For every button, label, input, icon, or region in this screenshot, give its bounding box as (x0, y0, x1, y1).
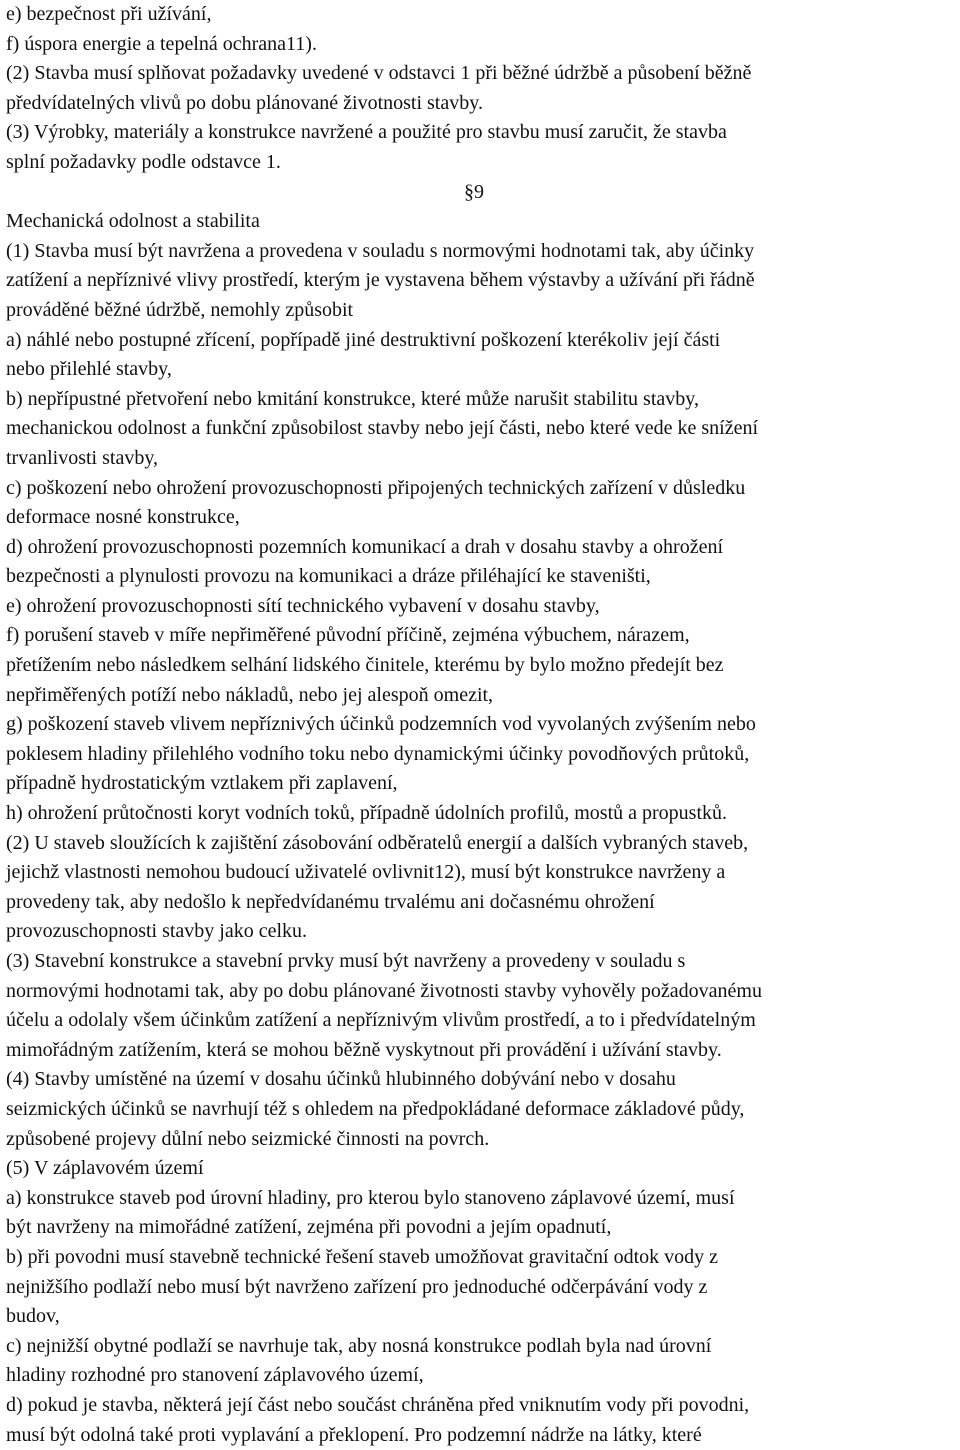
text-line: nepřiměřených potíží nebo nákladů, nebo jej alespoň omezit, (6, 681, 954, 711)
section-heading: Mechanická odolnost a stabilita (6, 207, 954, 237)
text-line: (3) Výrobky, materiály a konstrukce navržené a použité pro stavbu musí zaručit, že stavba (6, 118, 954, 148)
text-line: být navrženy na mimořádné zatížení, zejména při povodni a jejím opadnutí, (6, 1213, 954, 1243)
text-line: trvanlivosti stavby, (6, 444, 954, 474)
text-line: (3) Stavební konstrukce a stavební prvky musí být navrženy a provedeny v souladu s (6, 947, 954, 977)
text-line: mimořádným zatížením, která se mohou běžně vyskytnout při provádění i užívání stavby. (6, 1036, 954, 1066)
text-line: e) ohrožení provozuschopnosti sítí technického vybavení v dosahu stavby, (6, 592, 954, 622)
text-line: bezpečnosti a plynulosti provozu na komunikaci a dráze přiléhající ke staveništi, (6, 562, 954, 592)
text-line: normovými hodnotami tak, aby po dobu plánované životnosti stavby vyhověly požadovanému (6, 977, 954, 1007)
text-line: (2) U staveb sloužících k zajištění zásobování odběratelů energií a dalších vybraných staveb, (6, 829, 954, 859)
text-line: deformace nosné konstrukce, (6, 503, 954, 533)
text-line: mechanickou odolnost a funkční způsobilost stavby nebo její části, nebo které vede ke snížení (6, 414, 954, 444)
section-number: §9 (6, 178, 954, 208)
text-line: b) nepřípustné přetvoření nebo kmitání konstrukce, které může narušit stabilitu stavby, (6, 385, 954, 415)
text-line: (4) Stavby umístěné na území v dosahu účinků hlubinného dobývání nebo v dosahu (6, 1065, 954, 1095)
text-line: předvídatelných vlivů po dobu plánované životnosti stavby. (6, 89, 954, 119)
text-line: splní požadavky podle odstavce 1. (6, 148, 954, 178)
text-line: provedeny tak, aby nedošlo k nepředvídanému trvalému ani dočasnému ohrožení (6, 888, 954, 918)
text-line: d) pokud je stavba, některá její část nebo součást chráněna před vniknutím vody při povodni, (6, 1391, 954, 1421)
text-line: zatížení a nepříznivé vlivy prostředí, kterým je vystavena během výstavby a užívání při řádně (6, 266, 954, 296)
text-line: budov, (6, 1302, 954, 1332)
text-line: (5) V záplavovém území (6, 1154, 954, 1184)
text-line: poklesem hladiny přilehlého vodního toku nebo dynamickými účinky povodňových průtoků, (6, 740, 954, 770)
text-line: a) náhlé nebo postupné zřícení, popřípadě jiné destruktivní poškození kterékoliv její části (6, 326, 954, 356)
text-line: b) při povodni musí stavebně technické řešení staveb umožňovat gravitační odtok vody z (6, 1243, 954, 1273)
text-line: nebo přilehlé stavby, (6, 355, 954, 385)
text-line: (1) Stavba musí být navržena a provedena v souladu s normovými hodnotami tak, aby účinky (6, 237, 954, 267)
text-line: d) ohrožení provozuschopnosti pozemních komunikací a drah v dosahu stavby a ohrožení (6, 533, 954, 563)
text-line: nejnižšího podlaží nebo musí být navrženo zařízení pro jednoduché odčerpávání vody z (6, 1273, 954, 1303)
text-line: f) porušení staveb v míře nepřiměřené původní příčině, zejména výbuchem, nárazem, (6, 621, 954, 651)
text-line: c) nejnižší obytné podlaží se navrhuje tak, aby nosná konstrukce podlah byla nad úrovní (6, 1332, 954, 1362)
text-line: musí být odolná také proti vyplavání a překlopení. Pro podzemní nádrže na látky, které (6, 1421, 954, 1450)
text-line: prováděné běžné údržbě, nemohly způsobit (6, 296, 954, 326)
text-line: přetížením nebo následkem selhání lidského činitele, kterému by bylo možno předejít bez (6, 651, 954, 681)
text-line: hladiny rozhodné pro stanovení záplavového území, (6, 1361, 954, 1391)
text-line: h) ohrožení průtočnosti koryt vodních toků, případně údolních profilů, mostů a propustků. (6, 799, 954, 829)
text-line: e) bezpečnost při užívání, (6, 0, 954, 30)
text-line: případně hydrostatickým vztlakem při zaplavení, (6, 769, 954, 799)
text-line: f) úspora energie a tepelná ochrana11). (6, 30, 954, 60)
text-line: a) konstrukce staveb pod úrovní hladiny, pro kterou bylo stanoveno záplavové území, musí (6, 1184, 954, 1214)
text-line: účelu a odolaly všem účinkům zatížení a nepříznivým vlivům prostředí, a to i předvídatelným (6, 1006, 954, 1036)
text-line: g) poškození staveb vlivem nepříznivých účinků podzemních vod vyvolaných zvýšením nebo (6, 710, 954, 740)
text-line: jejichž vlastnosti nemohou budoucí uživatelé ovlivnit12), musí být konstrukce navrženy a (6, 858, 954, 888)
text-line: seizmických účinků se navrhují též s ohledem na předpokládané deformace základové půdy, (6, 1095, 954, 1125)
text-line: provozuschopnosti stavby jako celku. (6, 917, 954, 947)
text-line: c) poškození nebo ohrožení provozuschopnosti připojených technických zařízení v důsledku (6, 474, 954, 504)
text-line: způsobené projevy důlní nebo seizmické činnosti na povrch. (6, 1125, 954, 1155)
text-line: (2) Stavba musí splňovat požadavky uvedené v odstavci 1 při běžné údržbě a působení běžně (6, 59, 954, 89)
document-page (6, 0, 954, 1450)
